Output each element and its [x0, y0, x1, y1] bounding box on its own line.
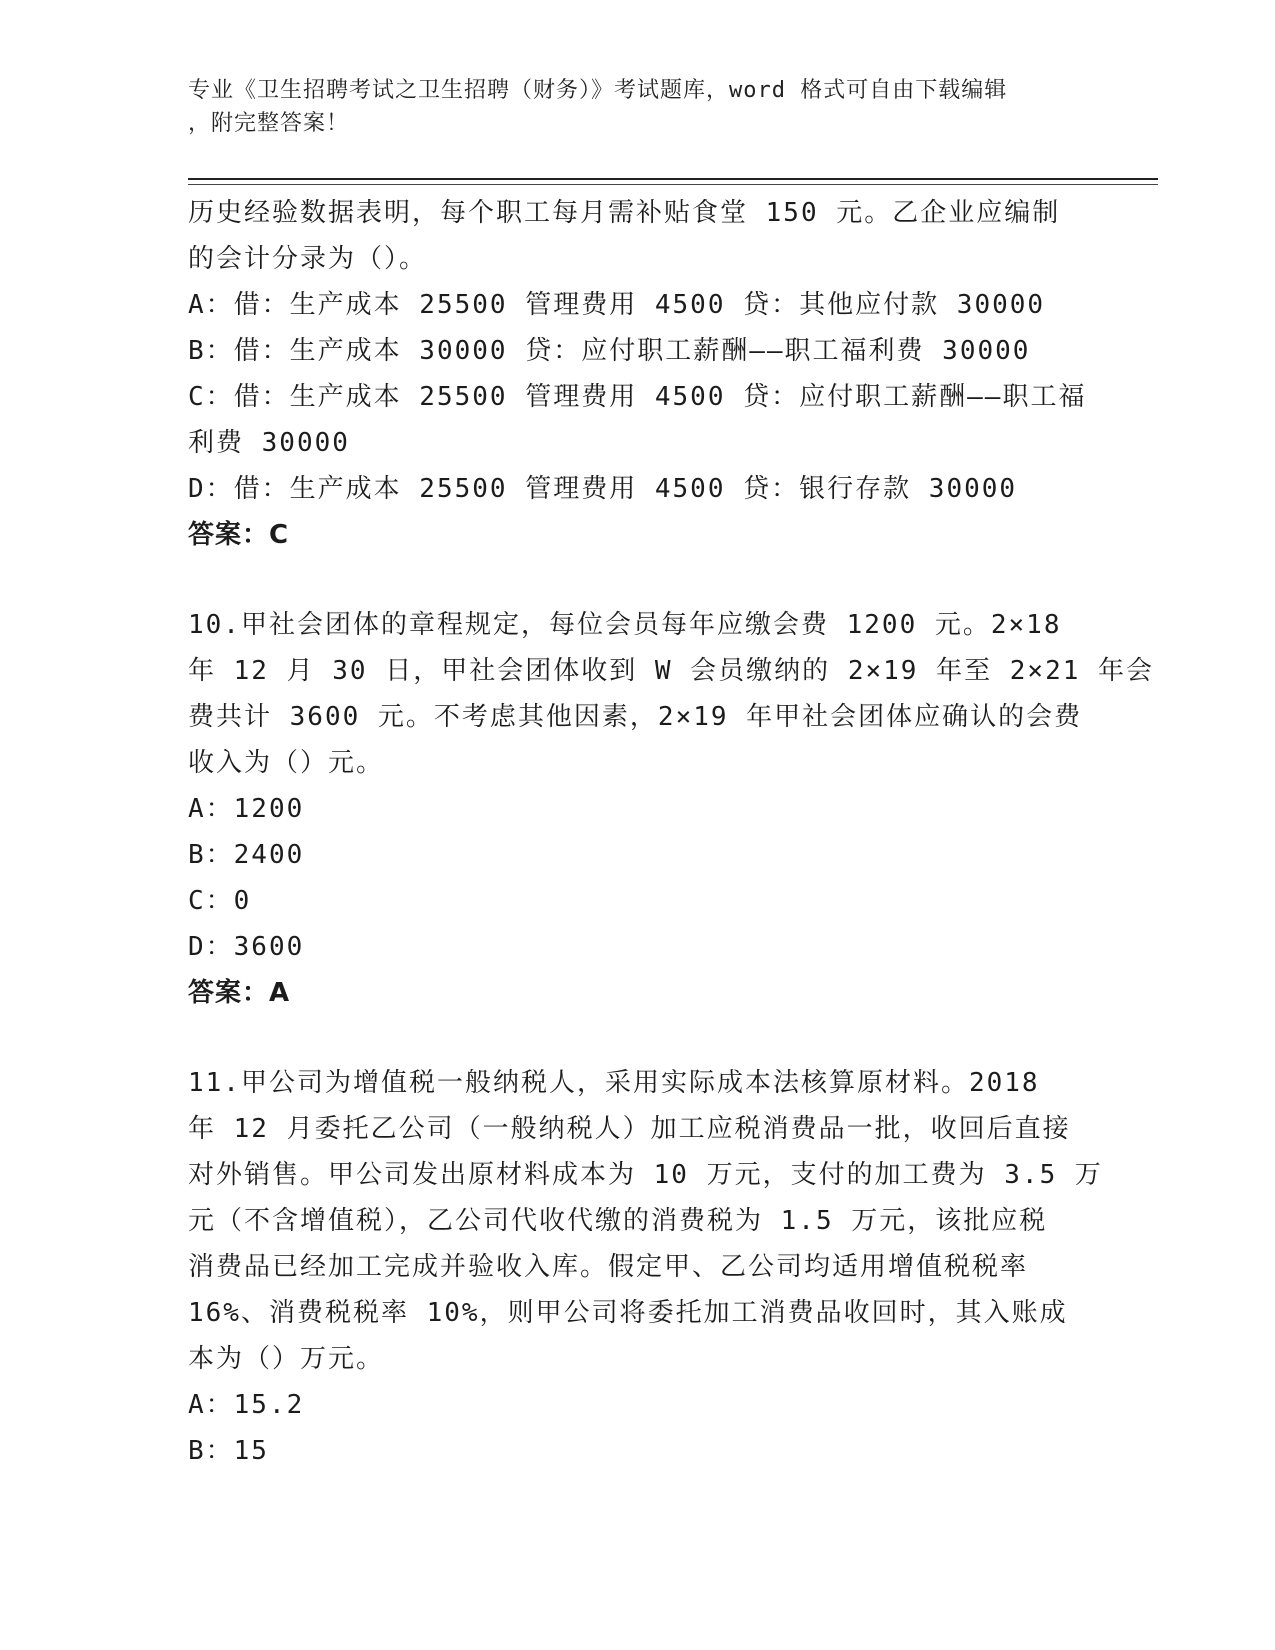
option-a: A：借：生产成本 25500 管理费用 4500 贷：其他应付款 30000 — [188, 290, 1046, 320]
answer-label: 答案：C — [188, 520, 290, 550]
header-line-1: 专业《卫生招聘考试之卫生招聘（财务）》考试题库，word 格式可自由下载编辑 — [188, 78, 1008, 103]
question-stem-line: 16%、消费税税率 10%，则甲公司将委托加工消费品收回时，其入账成 — [188, 1298, 1068, 1328]
question-stem-line: 10.甲社会团体的章程规定，每位会员每年应缴会费 1200 元。2×18 — [188, 610, 1062, 640]
option-b: B：2400 — [188, 840, 305, 870]
question-11 — [188, 1060, 1103, 1474]
spacer — [188, 1016, 1088, 1060]
option-c: C：借：生产成本 25500 管理费用 4500 贷：应付职工薪酬——职工福 — [188, 382, 1087, 412]
document-body — [188, 190, 1155, 1474]
option-c-continued: 利费 30000 — [188, 428, 350, 458]
question-stem-line: 费共计 3600 元。不考虑其他因素，2×19 年甲社会团体应确认的会费 — [188, 702, 1083, 732]
question-10 — [188, 602, 1155, 1016]
question-stem-line: 消费品已经加工完成并验收入库。假定甲、乙公司均适用增值税税率 — [188, 1252, 1029, 1282]
question-stem-line: 历史经验数据表明，每个职工每月需补贴食堂 150 元。乙企业应编制 — [188, 198, 1061, 228]
header-rule-thin — [188, 184, 1158, 185]
option-c: C：0 — [188, 886, 252, 916]
option-b: B：15 — [188, 1436, 269, 1466]
option-d: D：3600 — [188, 932, 305, 962]
question-stem-line: 收入为（）元。 — [188, 748, 385, 778]
option-b: B：借：生产成本 30000 贷：应付职工薪酬——职工福利费 30000 — [188, 336, 1031, 366]
question-stem-line: 对外销售。甲公司发出原材料成本为 10 万元，支付的加工费为 3.5 万 — [188, 1160, 1103, 1190]
question-stem-line: 11.甲公司为增值税一般纳税人，采用实际成本法核算原材料。2018 — [188, 1068, 1040, 1098]
question-stem-line: 本为（）万元。 — [188, 1344, 385, 1374]
question-stem-line: 的会计分录为（）。 — [188, 244, 428, 274]
header-line-2: ，附完整答案！ — [188, 111, 350, 136]
header-rule-thick — [188, 178, 1158, 180]
option-d: D：借：生产成本 25500 管理费用 4500 贷：银行存款 30000 — [188, 474, 1018, 504]
question-9 — [188, 190, 1088, 558]
answer-label: 答案：A — [188, 978, 291, 1008]
question-stem-line: 年 12 月 30 日，甲社会团体收到 W 会员缴纳的 2×19 年至 2×21 年会 — [188, 656, 1155, 686]
question-stem-line: 元（不含增值税），乙公司代收代缴的消费税为 1.5 万元，该批应税 — [188, 1206, 1048, 1236]
question-stem-line: 年 12 月委托乙公司（一般纳税人）加工应税消费品一批，收回后直接 — [188, 1114, 1071, 1144]
option-a: A：1200 — [188, 794, 305, 824]
spacer — [188, 558, 1088, 602]
document-header — [188, 74, 1088, 140]
option-a: A：15.2 — [188, 1390, 305, 1420]
